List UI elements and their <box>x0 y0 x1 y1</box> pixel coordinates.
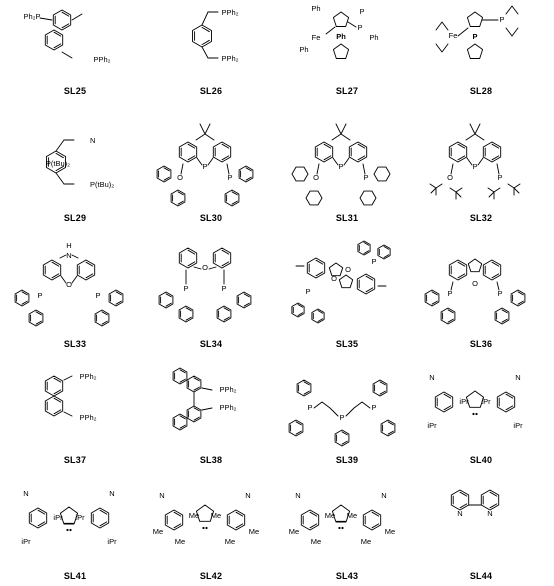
ligand-label: SL39 <box>335 455 359 465</box>
ligand-structure <box>420 478 542 567</box>
atom-label: Me <box>248 527 260 536</box>
atom-label: P <box>95 291 101 300</box>
atom-label: O <box>472 279 478 288</box>
atom-label: iPr <box>459 397 469 406</box>
atom-label: N <box>159 491 165 500</box>
ligand-cell <box>150 478 272 582</box>
ligand-label: SL44 <box>469 571 493 581</box>
ligand-label: SL33 <box>63 339 87 349</box>
atom-label: PPh₂ <box>221 54 239 63</box>
atom-label: Ph <box>336 32 346 41</box>
atom-label: N <box>429 373 435 382</box>
atom-label: iPr <box>75 513 85 522</box>
ligand-structure <box>286 118 408 209</box>
atom-label: Me <box>288 527 300 536</box>
atom-label: N <box>487 509 493 518</box>
atom-label: P(tBu)₂ <box>90 180 115 189</box>
ligand-cell <box>286 0 408 100</box>
ligand-label: SL28 <box>469 86 493 96</box>
ligand-structure <box>420 0 542 82</box>
ligand-label: SL29 <box>63 213 87 223</box>
ligand-cell <box>286 362 408 468</box>
atom-label: Me <box>360 537 372 546</box>
ligand-structure <box>286 478 408 567</box>
atom-label: Ph <box>369 33 379 42</box>
atom-label: P(tBu)₂ <box>45 159 71 168</box>
ligand-cell <box>420 236 542 350</box>
atom-label: P <box>202 162 208 171</box>
ligand-cell <box>420 362 542 468</box>
ligand-cell <box>14 362 136 468</box>
atom-label: N <box>66 251 72 260</box>
atom-label: PPh₂ <box>93 55 111 64</box>
atom-label: iPr <box>513 421 523 430</box>
ligand-structure <box>150 362 272 451</box>
ligand-cell <box>14 236 136 350</box>
atom-label: Me <box>210 511 222 520</box>
atom-label: Me <box>174 537 186 546</box>
ligand-cell <box>150 236 272 350</box>
atom-label: iPr <box>481 397 491 406</box>
atom-label: N <box>245 491 251 500</box>
ligand-structure <box>14 0 136 82</box>
atom-label: Me <box>188 511 200 520</box>
atom-label: P <box>357 23 363 32</box>
ligand-cell <box>420 0 542 100</box>
atom-label: Fe <box>448 31 458 40</box>
atom-label: PPh₂ <box>219 403 237 412</box>
ligand-label: SL25 <box>63 86 87 96</box>
atom-label: iPr <box>53 513 63 522</box>
ligand-cell <box>150 362 272 468</box>
ligand-label: SL36 <box>469 339 493 349</box>
ligand-cell <box>286 478 408 582</box>
atom-label: P <box>227 173 233 182</box>
atom-label: N <box>23 489 29 498</box>
ligand-cell <box>14 0 136 100</box>
atom-label: PPh₂ <box>79 413 97 422</box>
atom-label: P <box>305 287 311 296</box>
ligand-label: SL40 <box>469 455 493 465</box>
atom-label: P <box>221 284 227 293</box>
atom-label: P <box>183 284 189 293</box>
atom-label: N <box>515 373 521 382</box>
atom-label: O <box>202 263 208 272</box>
atom-label: P <box>472 162 478 171</box>
atom-label: P <box>447 289 453 298</box>
atom-label: O <box>66 280 72 289</box>
ligand-structure <box>14 118 136 209</box>
ligand-cell <box>420 478 542 582</box>
atom-label: Fe <box>311 33 321 42</box>
atom-label: P <box>37 291 43 300</box>
atom-label: P <box>338 162 344 171</box>
ligand-cell <box>14 478 136 582</box>
ligand-structure <box>150 118 272 209</box>
atom-label: Me <box>224 537 236 546</box>
ligand-structure <box>286 362 408 451</box>
ligand-label: SL30 <box>199 213 223 223</box>
atom-label: Me <box>152 527 164 536</box>
ligand-structure <box>286 0 408 82</box>
ligand-label: SL43 <box>335 571 359 581</box>
ligand-label: SL41 <box>63 571 87 581</box>
atom-label: H <box>66 241 72 250</box>
ligand-label: SL37 <box>63 455 87 465</box>
atom-label: O <box>313 173 319 182</box>
ligand-label: SL38 <box>199 455 223 465</box>
atom-label: Me <box>310 537 322 546</box>
atom-label: P <box>363 173 369 182</box>
atom-label: P <box>371 257 377 266</box>
ligand-structure <box>150 478 272 567</box>
ligand-structure <box>420 362 542 451</box>
atom-label: P <box>339 413 345 422</box>
atom-label: Me <box>324 511 336 520</box>
ligand-cell <box>286 236 408 350</box>
ligand-structure <box>14 362 136 451</box>
atom-label: P <box>497 289 503 298</box>
atom-label: Me <box>346 511 358 520</box>
atom-label: PPh₂ <box>219 385 237 394</box>
atom-label: P <box>307 403 313 412</box>
atom-label: P <box>472 32 478 41</box>
ligand-label: SL42 <box>199 571 223 581</box>
atom-label: O <box>447 173 453 182</box>
ligand-cell <box>150 118 272 226</box>
atom-label: P <box>359 7 365 16</box>
atom-label: PPh₂ <box>221 8 239 17</box>
ligand-label: SL32 <box>469 213 493 223</box>
atom-label: N <box>295 491 301 500</box>
ligand-structure <box>420 236 542 335</box>
ligand-cell <box>150 0 272 100</box>
atom-label: P <box>499 15 505 24</box>
atom-label: iPr <box>107 537 117 546</box>
atom-label: N <box>381 491 387 500</box>
atom-label: PPh₂ <box>79 372 97 381</box>
atom-label: O <box>345 265 351 274</box>
atom-label: N <box>109 489 115 498</box>
atom-label: Me <box>384 527 396 536</box>
ligand-label: SL31 <box>335 213 359 223</box>
ligand-cell <box>14 118 136 226</box>
ligand-cell <box>420 118 542 226</box>
ligand-structure <box>150 0 272 82</box>
atom-label: iPr <box>21 537 31 546</box>
ligand-structure <box>14 236 136 335</box>
ligand-label: SL27 <box>335 86 359 96</box>
ligand-label: SL34 <box>199 339 223 349</box>
ligand-cell <box>286 118 408 226</box>
atom-label: Ph₂P <box>23 12 41 21</box>
ligand-label: SL35 <box>335 339 359 349</box>
atom-label: P <box>497 173 503 182</box>
atom-label: N <box>457 509 463 518</box>
ligand-structure <box>286 236 408 335</box>
ligand-structure <box>420 118 542 209</box>
atom-label: N <box>90 136 96 145</box>
atom-label: Ph <box>299 45 309 54</box>
atom-label: iPr <box>427 421 437 430</box>
ligand-label: SL26 <box>199 86 223 96</box>
atom-label: P <box>371 403 377 412</box>
atom-label: Ph <box>311 4 321 13</box>
ligand-structure <box>150 236 272 335</box>
atom-label: O <box>177 173 183 182</box>
atom-label: O <box>331 274 337 283</box>
ligand-structure <box>14 478 136 567</box>
